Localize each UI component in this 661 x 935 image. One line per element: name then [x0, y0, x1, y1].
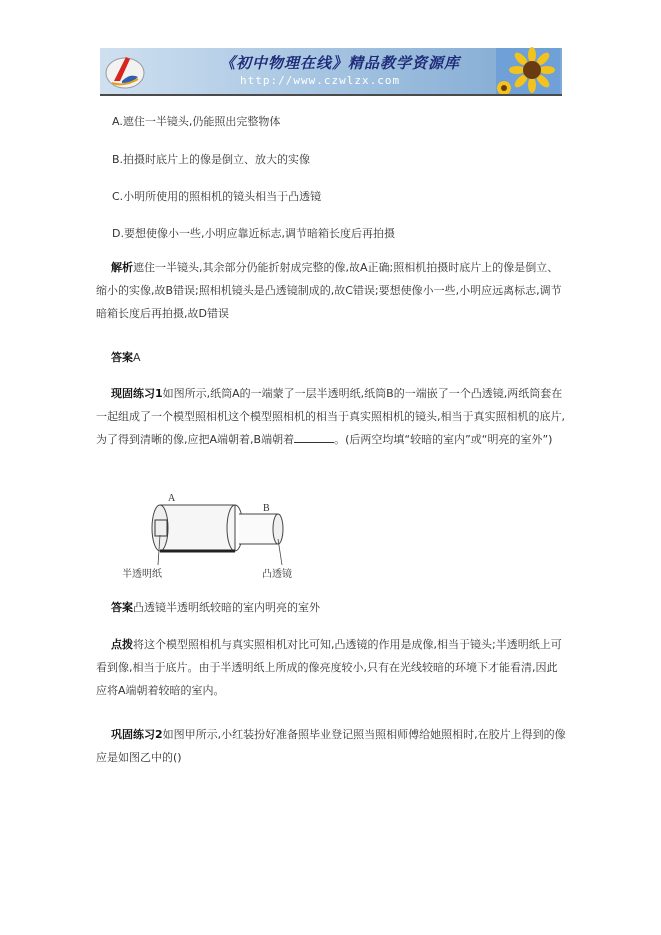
sunflower-icon: [496, 48, 560, 94]
exercise-1-note: 。(后两空均填“较暗的室内”或“明亮的室外”): [334, 433, 553, 446]
camera-model-figure: [122, 487, 310, 582]
tip-paragraph: [96, 633, 566, 702]
exercise-1-label: 现固练习1: [111, 387, 163, 400]
header-rule: [100, 94, 562, 96]
answer-blank[interactable]: [294, 432, 334, 443]
option-a: A.遮住一半镜头,仍能照出完整物体: [112, 115, 281, 128]
exercise-2-label: 巩固练习2: [111, 728, 163, 741]
answer-2: [96, 596, 566, 619]
exercise-1-text: 如图所示,纸筒A的一端蒙了一层半透明纸,纸筒B的一端嵌了一个凸透镜,两纸筒套在一起组成了一个模型照相机这个模型照相机的相当于真实照相机的镜头,相当于真实照相机的底片,为了得到清晰的像,应把A端朝着,B端朝着: [96, 387, 565, 446]
tip-label: 点拨: [111, 638, 133, 651]
option-c: C.小明所使用的照相机的镜头相当于凸透镜: [112, 190, 322, 203]
answer-1-value: A: [133, 351, 141, 364]
banner-url[interactable]: http://www.czwlzx.com: [240, 74, 401, 87]
answer-1: [96, 346, 566, 369]
exercise-2: [96, 723, 566, 769]
banner-title: 《初中物理在线》精品教学资源库: [220, 54, 461, 72]
analysis-paragraph: [96, 256, 566, 325]
answer-2-label: 答案: [111, 601, 133, 614]
caption-translucent-paper: 半透明纸: [122, 569, 162, 580]
caption-convex-lens: 凸透镜: [262, 569, 292, 580]
answer-1-label: 答案: [111, 351, 133, 364]
option-d: D.要想使像小一些,小明应靠近标志,调节暗箱长度后再拍摄: [112, 227, 395, 240]
header-banner: [100, 48, 562, 94]
label-a: A: [168, 493, 176, 504]
label-b: B: [263, 503, 270, 514]
exercise-2-text: 如图甲所示,小红装扮好准备照毕业登记照当照相师傅给她照相时,在胶片上得到的像应是如图乙中的(): [96, 728, 566, 764]
analysis-label: 解析: [111, 261, 133, 274]
tube-a: [160, 505, 235, 551]
answer-2-value: 凸透镜半透明纸较暗的室内明亮的室外: [133, 601, 320, 614]
tube-b: [239, 514, 278, 544]
exercise-1: [96, 382, 566, 451]
logo-icon: [104, 51, 146, 91]
tip-text: 将这个模型照相机与真实照相机对比可知,凸透镜的作用是成像,相当于镜头;半透明纸上可看到像,相当于底片。由于半透明纸上所成的像亮度较小,只有在光线较暗的环境下才能看清,因此应将A端朝着较暗的室内。: [96, 638, 562, 697]
analysis-text: 遮住一半镜头,其余部分仍能折射成完整的像,故A正确;照相机拍摄时底片上的像是倒立、缩小的实像,故B错误;照相机镜头是凸透镜制成的,故C错误;要想使像小一些,小明应远离标志,调节暗箱长度后再拍摄,故D错误: [96, 261, 562, 320]
option-b: B.拍摄时底片上的像是倒立、放大的实像: [112, 153, 311, 166]
